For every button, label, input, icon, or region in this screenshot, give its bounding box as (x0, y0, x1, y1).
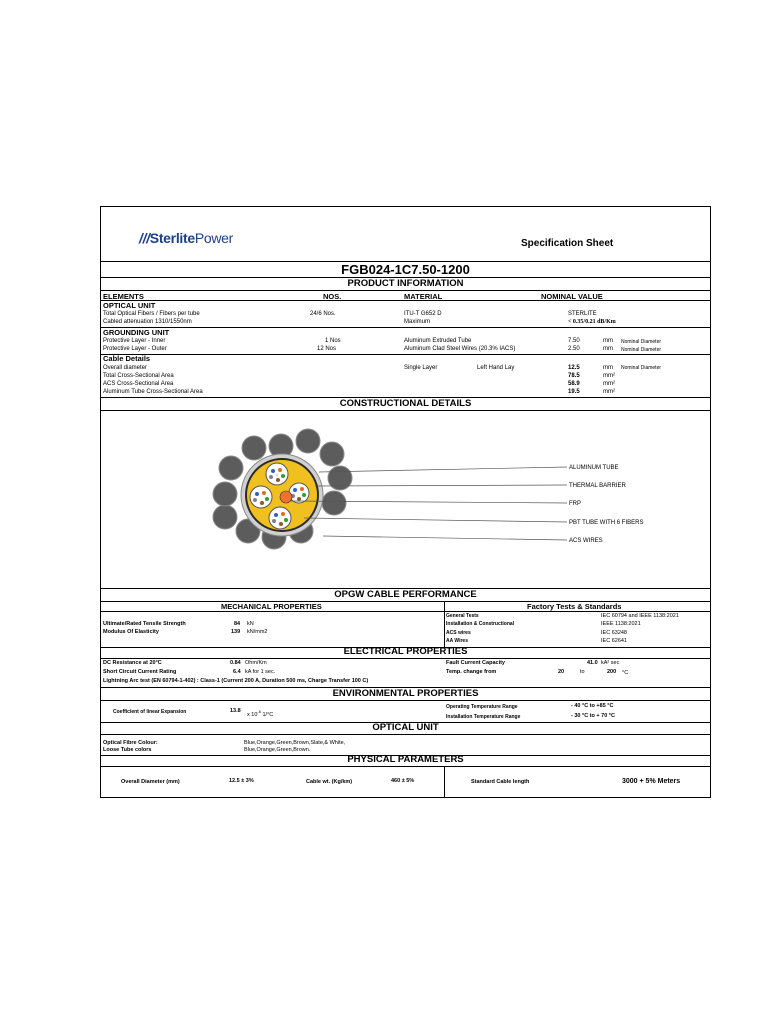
operating-temp-label: Operating Temperature Range (446, 704, 518, 710)
installation-temp-label: Installation Temperature Range (446, 714, 521, 720)
section-optical-unit: OPTICAL UNIT (372, 722, 439, 733)
temp-change-to: 200 (607, 669, 617, 675)
col-nos: NOS. (323, 292, 342, 301)
sterlite-power-logo: ///SterlitePower (139, 230, 234, 246)
label-frp: FRP (569, 501, 581, 507)
row-element: Protective Layer - Outer (103, 346, 167, 352)
temp-change-from: 20 (558, 669, 565, 675)
test-label: Installation & Constructional (446, 621, 515, 627)
row-element: ACS Cross-Sectional Area (103, 381, 174, 387)
row-nos: 24/6 Nos. (310, 311, 336, 317)
temp-change-label: Temp. change from (446, 669, 497, 675)
row-value: STERLITE (568, 311, 597, 317)
label-acs-wires: ACS WIRES (569, 538, 603, 544)
section-electrical: ELECTRICAL PROPERTIES (343, 646, 468, 657)
modulus-unit: kN/mm2 (247, 629, 268, 635)
tube-colours-label: Loose Tube colors (103, 747, 152, 753)
test-label: AA Wires (446, 638, 468, 644)
tensile-value: 84 (234, 621, 241, 627)
fault-capacity-label: Fault Current Capacity (446, 660, 505, 666)
section-product-information: PRODUCT INFORMATION (347, 278, 464, 289)
row-note: Nominal Diameter (621, 347, 662, 353)
dc-resistance-value: 0.84 (230, 660, 241, 666)
section-constructional-details: CONSTRUCTIONAL DETAILS (339, 398, 472, 409)
tensile-unit: kN (247, 621, 254, 627)
mechanical-heading: MECHANICAL PROPERTIES (221, 602, 322, 611)
row-unit: mm (603, 365, 613, 371)
frp-core (280, 491, 292, 503)
row-note: Nominal Diameter (621, 339, 662, 345)
row-nos: 1 Nos (325, 338, 341, 344)
row-element: Overall diameter (103, 365, 148, 371)
row-material: ITU-T G652 D (404, 311, 442, 317)
cable-weight-label: Cable wt. (Kg/km) (306, 779, 353, 785)
fibre-colour-value: Blue,Orange,Green,Brown,Slate,& White, (244, 740, 346, 746)
fibre-colour-label: Optical Fibre Colour: (103, 740, 158, 746)
row-value: < 0.35/0.21 dB/Km (568, 319, 616, 325)
grounding-unit-heading: GROUNDING UNIT (103, 328, 170, 337)
short-circuit-unit: kA for 1 sec. (245, 669, 276, 675)
col-material: MATERIAL (404, 292, 443, 301)
std-length-value: 3000 + 5% Meters (622, 778, 681, 785)
temp-change-unit: °C (622, 670, 629, 676)
row-element: Total Cross-Sectional Area (103, 373, 174, 379)
coeff-multiplier: x $10^{-6}$ 1/°C (247, 709, 274, 718)
operating-temp-value: - 40 °C to +85 °C (571, 703, 614, 709)
modulus-value: 139 (231, 629, 241, 635)
short-circuit-label: Short Circuit Current Rating (103, 669, 177, 675)
dc-resistance-label: DC Resistance at 20°C (103, 660, 162, 666)
fault-capacity-unit: kA² sec (601, 660, 620, 666)
row-element: Cabled attenuation 1310/1550nm (103, 319, 192, 325)
tube-colours-value: Blue,Orange,Green,Brown. (244, 747, 311, 753)
row-unit: mm (603, 346, 613, 352)
row-unit: mm² (603, 389, 615, 395)
row-material: Single Layer (404, 365, 438, 371)
cable-cross-section-diagram (101, 410, 710, 587)
row-value: 7.50 (568, 338, 580, 344)
optical-unit-heading: OPTICAL UNIT (103, 301, 156, 310)
test-value: IEC 60794 and IEEE 1138:2021 (601, 613, 679, 619)
cable-weight-value: 460 ± 5% (391, 778, 415, 784)
cable-details-heading: Cable Details (103, 354, 151, 363)
row-value: 2.50 (568, 346, 580, 352)
test-value: IEEE 1138:2021 (601, 621, 641, 627)
row-unit: mm (603, 338, 613, 344)
test-label: ACS wires (446, 630, 471, 636)
row-unit: mm² (603, 373, 615, 379)
temp-change-to-word: to (580, 669, 585, 675)
row-element: Total Optical Fibers / Fibers per tube (103, 311, 200, 317)
document-title: Specification Sheet (521, 238, 614, 249)
factory-tests-heading: Factory Tests & Standards (527, 602, 622, 611)
row-material: Aluminum Clad Steel Wires (20.3% IACS) (404, 346, 516, 352)
row-lay: Left Hand Lay (477, 365, 515, 371)
fault-capacity-value: 41.0 (587, 660, 598, 666)
tensile-label: Ultimate/Rated Tensile Strength (103, 621, 186, 627)
model-number: FGB024-1C7.50-1200 (341, 262, 470, 277)
test-value: IEC 63248 (601, 630, 627, 636)
row-value: 78.5 (568, 373, 580, 379)
section-physical: PHYSICAL PARAMETERS (347, 754, 464, 765)
std-length-label: Standard Cable length (471, 779, 530, 785)
label-thermal-barrier: THERMAL BARRIER (569, 483, 626, 489)
coeff-label: Coefficient of linear Expansion (113, 709, 187, 715)
lightning-arc-test: Lightning Arc test (EN 60794-1-402) : Class-1 (Current 200 A, Duration 500 ms, Charge Transfer 100 C) (103, 678, 369, 684)
label-aluminum-tube: ALUMINUM TUBE (569, 465, 619, 471)
label-pbt-tube: PBT TUBE WITH 6 FIBERS (569, 520, 644, 526)
row-material: Aluminum Extruded Tube (404, 338, 472, 344)
row-unit: mm² (603, 381, 615, 387)
row-material: Maximum (404, 319, 431, 325)
overall-diameter-label: Overall Diameter (mm) (121, 779, 180, 785)
row-element: Protective Layer - Inner (103, 338, 166, 344)
short-circuit-value: 6.4 (233, 669, 241, 675)
section-opgw-performance: OPGW CABLE PERFORMANCE (334, 589, 477, 600)
dc-resistance-unit: Ohm/Km (245, 660, 267, 666)
row-nos: 12 Nos (317, 346, 337, 352)
modulus-label: Modulus Of Elasticity (103, 629, 159, 635)
test-label: General Tests (446, 613, 479, 619)
overall-diameter-value: 12.5 ± 3% (229, 778, 254, 784)
row-note: Nominal Diameter (621, 365, 662, 371)
coeff-value: 13.8 (230, 708, 241, 714)
section-environmental: ENVIRONMENTAL PROPERTIES (332, 688, 479, 699)
row-element: Aluminum Tube Cross-Sectional Area (103, 389, 203, 395)
col-nominal-value: NOMINAL VALUE (541, 292, 603, 301)
row-value: 12.5 (568, 365, 580, 371)
row-value: 19.5 (568, 389, 580, 395)
col-elements: ELEMENTS (103, 292, 144, 301)
row-value: 58.9 (568, 381, 580, 387)
test-value: IEC 62641 (601, 638, 627, 644)
installation-temp-value: - 30 °C to + 70 °C (571, 713, 615, 719)
specification-sheet (100, 206, 711, 798)
